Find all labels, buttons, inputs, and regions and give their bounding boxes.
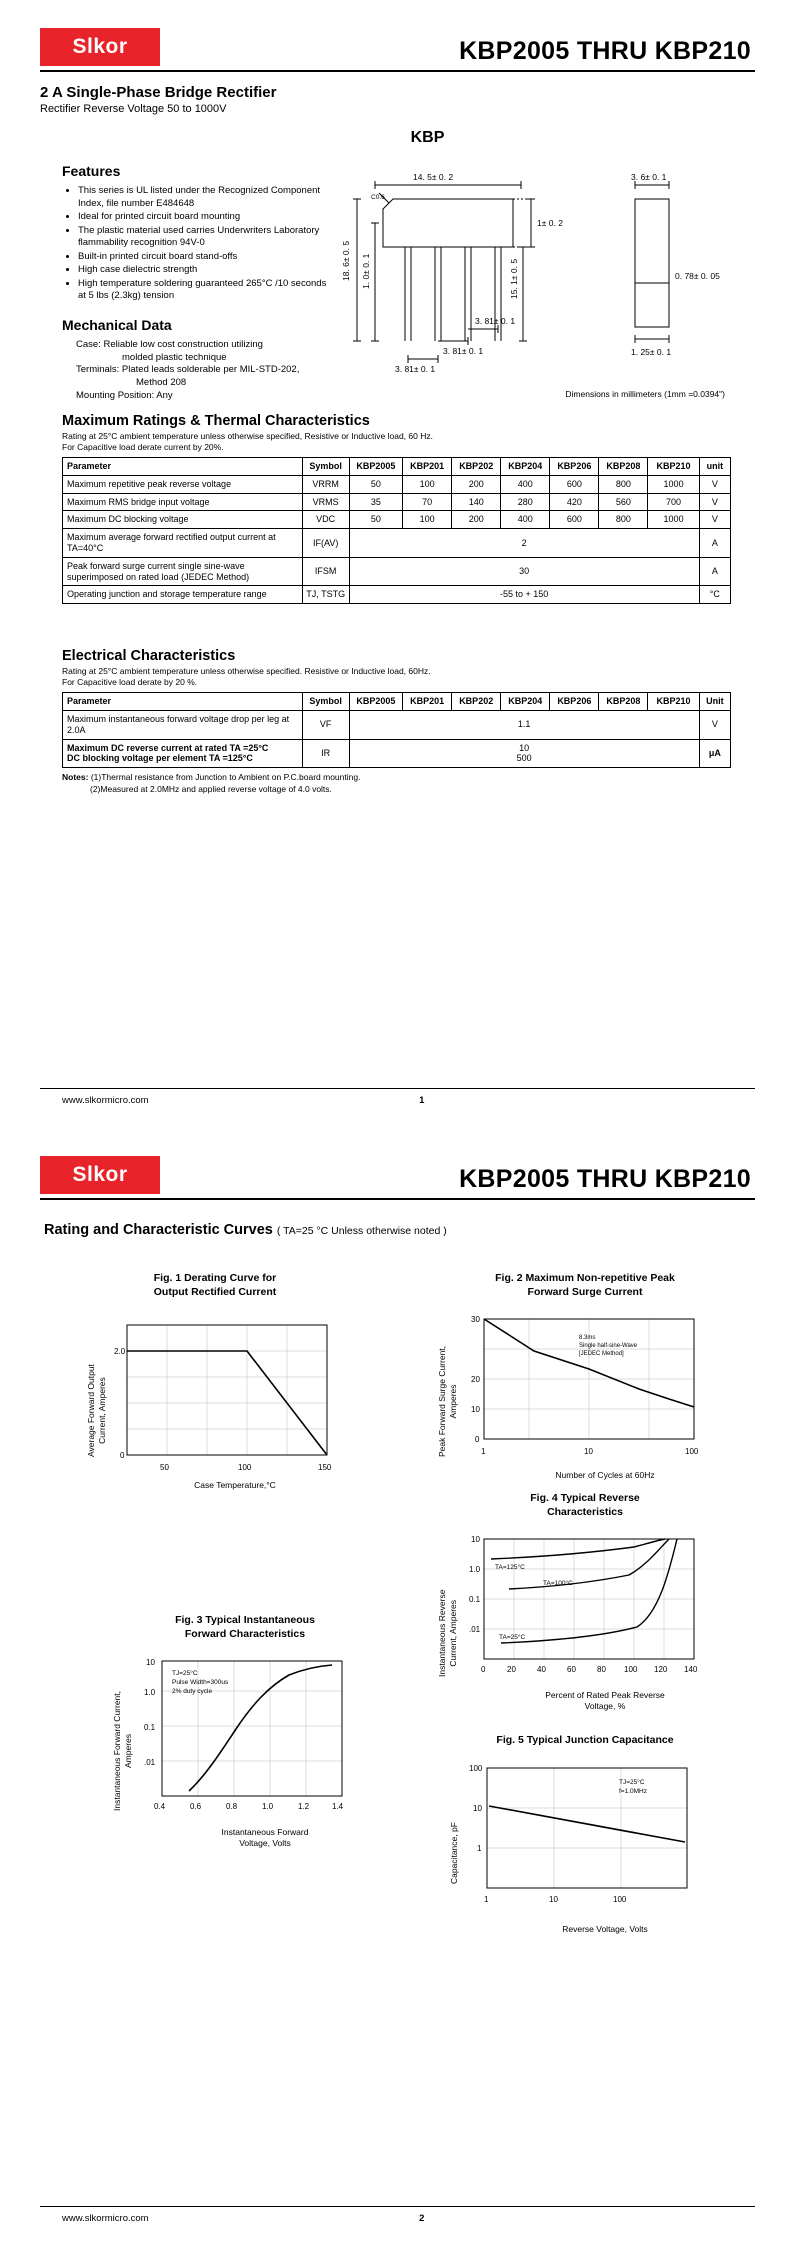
cell-value: 600 [550,511,599,529]
row-symbol: VDC [302,511,349,529]
dim-pitch1: 3. 81± 0. 1 [395,364,436,374]
row-symbol: VRMS [302,493,349,511]
cell-value-line2: 500 [516,753,532,764]
electrical-heading: Electrical Characteristics [62,648,236,665]
row-parameter: Maximum RMS bridge input voltage [63,493,303,511]
xtick: 50 [160,1463,169,1473]
svg-text:2% duty cycle: 2% duty cycle [172,1688,213,1696]
cell-value-span: 1.1 [349,711,699,740]
col-unit: unit [699,457,730,475]
document-header-2 [40,1128,755,1194]
col-kbp201: KBP201 [403,693,452,711]
chart-title: Fig. 4 Typical Reverse Characteristics [530,1492,640,1518]
row-parameter [63,739,303,768]
col-kbp210: KBP210 [648,457,699,475]
chart-fig3 [110,1614,380,1849]
page-number: 1 [419,1095,425,1106]
col-kbp210: KBP210 [648,693,699,711]
xtick: 0.8 [226,1802,238,1812]
dim-lead-width: 1. 25± 0. 1 [631,347,672,357]
col-kbp202: KBP202 [452,693,501,711]
cell-value: 700 [648,493,699,511]
col-parameter: Parameter [63,457,303,475]
svg-text:Single half-sine-Wave: Single half-sine-Wave [579,1343,638,1350]
cell-value: 50 [349,511,403,529]
max-ratings-heading: Maximum Ratings & Thermal Characteristics [62,412,370,429]
col-kbp204: KBP204 [501,457,550,475]
xtick: 100 [613,1894,627,1904]
col-parameter: Parameter [63,693,303,711]
row-unit: V [699,711,730,740]
dim-inner-height: 1. 0± 0. 1 [361,253,371,289]
chart-series-labels [495,1563,573,1641]
row-parameter: Peak forward surge current single sine-wave superimposed on rated load (JEDEC Method) [63,557,303,586]
chart-ylabel: Average Forward Output Current, Amperes [86,1364,107,1458]
header-divider [40,70,755,72]
cell-value: 600 [550,475,599,493]
product-subtitle [40,84,755,101]
chart-plot [144,1649,384,1824]
cell-value: 560 [599,493,648,511]
features-heading: Features [62,163,121,179]
table-row [63,711,731,740]
xtick: 1.4 [332,1802,344,1812]
row-unit: A [699,529,730,558]
dim-left-height: 18. 6± 0. 5 [341,240,351,281]
table-notes [62,772,731,795]
dim-lead-thickness: 0. 78± 0. 05 [675,271,720,281]
xtick: 120 [654,1665,668,1675]
cell-value: 35 [349,493,403,511]
dim-top-width: 14. 5± 0. 2 [413,172,454,182]
ytick: .01 [469,1625,481,1635]
chart-ylabel: Instantaneous Forward Current, Amperes [112,1691,133,1812]
page-2 [0,1128,795,2246]
cell-value: 100 [403,511,452,529]
svg-text:TA=100°C: TA=100°C [543,1580,573,1588]
note-1: (1)Thermal resistance from Junction to Ambient on P.C.board mounting. [90,772,361,783]
row-symbol: IFSM [302,557,349,586]
dim-chamfer: C0.6 [371,194,385,201]
chart-title: Fig. 1 Derating Curve for Output Rectified Current [153,1272,277,1298]
xtick: 100 [238,1463,252,1473]
list-item: • The plastic material used carries Underwriters Laboratory flammability recognition 94V-0 [78,225,335,250]
cell-value: 100 [403,475,452,493]
cell-value-span [349,739,699,768]
xtick: 0.6 [190,1802,202,1812]
table-row [63,739,731,768]
svg-text:TA=25°C: TA=25°C [499,1634,526,1642]
chart-title: Fig. 3 Typical Instantaneous Forward Characteristics [175,1614,315,1640]
chart-plot [469,1307,729,1467]
product-voltage-range: Rectifier Reverse Voltage 50 to 1000V [40,103,227,115]
chart-title: Fig. 5 Typical Junction Capacitance [496,1734,674,1746]
svg-text:TA=125°C: TA=125°C [495,1564,525,1572]
dim-thickness: 1± 0. 2 [537,218,563,228]
dimensions-note: Dimensions in millimeters (1mm =0.0394") [565,389,725,399]
col-kbp206: KBP206 [550,457,599,475]
svg-text:TJ=25°C: TJ=25°C [619,1778,645,1786]
electrical-section [40,648,755,795]
row-unit: V [699,493,730,511]
page-number: 2 [419,2213,425,2224]
ytick: 0 [120,1451,125,1461]
ytick: 1.0 [144,1688,156,1698]
document-header [40,0,755,66]
cell-value: 800 [599,511,648,529]
electrical-note1: Rating at 25°C ambient temperature unless otherwise specified. Resistive or Inductive load, 60Hz. [62,666,431,677]
col-kbp202: KBP202 [452,457,501,475]
electrical-note2: For Capacitive load derate by 20 %. [62,677,198,688]
note-2: (2)Measured at 2.0MHz and applied reverse voltage of 4.0 volts. [90,783,332,794]
dim-side-width: 3. 6± 0. 1 [631,172,667,182]
ytick: 10 [471,1535,480,1545]
xtick: 100 [685,1447,699,1457]
table-row [63,511,731,529]
cell-value: 420 [550,493,599,511]
xtick: 150 [318,1463,332,1473]
row-unit: V [699,511,730,529]
ytick: 1.0 [469,1565,481,1575]
package-label: KBP [410,129,445,146]
slkor-logo [40,28,160,66]
charts-grid [40,1264,755,2054]
svg-text:f=1.0MHz: f=1.0MHz [619,1787,647,1795]
chart-ylabel: Peak Forward Surge Current, Amperes [437,1346,458,1458]
chart-plot [112,1307,362,1477]
page-title: KBP2005 THRU KBP210 [459,37,751,65]
row-unit: A [699,557,730,586]
xtick: 60 [567,1665,576,1675]
chart-xlabel: Instantaneous Forward Voltage, Volts [221,1827,309,1848]
ytick: 1 [477,1843,482,1853]
footer-url[interactable]: www.slkormicro.com [62,1095,149,1106]
max-ratings-note1: Rating at 25°C ambient temperature unless otherwise specified, Resistive or Inductive load, 60 Hz. [62,430,433,441]
curves-heading-text: Rating and Characteristic Curves [44,1222,273,1238]
logo-text: Slkor [72,1163,128,1186]
row-parameter: Maximum repetitive peak reverse voltage [63,475,303,493]
features-list [62,185,335,303]
xtick: 100 [624,1665,638,1675]
cell-value: 140 [452,493,501,511]
page-footer [40,2206,755,2224]
cell-value: 70 [403,493,452,511]
slkor-logo [40,1156,160,1194]
xtick: 1 [484,1894,489,1904]
dim-lead-length: 15. 1± 0. 5 [509,258,519,299]
xtick: 40 [537,1665,546,1675]
chart-xlabel: Reverse Voltage, Volts [562,1923,648,1934]
cell-value-span: 30 [349,557,699,586]
ytick: 0 [475,1435,480,1445]
list-item: • Built-in printed circuit board stand-offs [78,251,335,264]
max-ratings-section [40,413,755,604]
header-divider [40,1198,755,1200]
svg-text:[JEDEC Method]: [JEDEC Method] [579,1351,624,1358]
chart-fig1 [80,1272,350,1491]
xtick: 10 [584,1447,593,1457]
mech-line: Terminals: Plated leads solderable per MIL-STD-202, [76,364,300,376]
cell-value: 400 [501,511,550,529]
cell-value: 800 [599,475,648,493]
chart-xlabel: Number of Cycles at 60Hz [555,1470,655,1481]
curves-heading-sub: ( TA=25 °C Unless otherwise noted ) [276,1225,447,1237]
chart-ylabel: Instantaneous Reverse Current, Amperes [437,1589,458,1678]
dim-pitch2: 3. 81± 0. 1 [443,346,484,356]
ytick: 100 [469,1763,483,1773]
table-header-row [63,693,731,711]
xtick: 140 [684,1665,698,1675]
row-parameter: Operating junction and storage temperature range [63,586,303,604]
row-unit: °C [699,586,730,604]
mech-line: molded plastic technique [122,351,227,363]
cell-value: 1000 [648,475,699,493]
max-ratings-note2: For Capacitive load derate current by 20%. [62,441,224,452]
row-parameter: Maximum instantaneous forward voltage drop per leg at 2.0A [63,711,303,740]
row-symbol: IR [302,739,349,768]
row-parameter: Maximum DC blocking voltage [63,511,303,529]
col-symbol: Symbol [302,457,349,475]
chart-annotation [619,1778,647,1795]
mech-line: Mounting Position: Any [76,390,173,402]
dim-pitch3: 3. 81± 0. 1 [475,316,516,326]
cell-value-line1: 10 [519,742,530,753]
col-kbp208: KBP208 [599,693,648,711]
row-parameter-line1: Maximum DC reverse current at rated TA =25°C [67,742,269,753]
notes-label: Notes: [62,772,89,783]
xtick: 1.0 [262,1802,274,1812]
col-kbp2005: KBP2005 [349,693,403,711]
ytick: 10 [471,1405,480,1415]
xtick: 80 [597,1665,606,1675]
col-kbp204: KBP204 [501,693,550,711]
cell-value: 200 [452,475,501,493]
row-parameter-line2: DC blocking voltage per element TA =125°C [67,753,253,764]
col-kbp2005: KBP2005 [349,457,403,475]
table-row [63,529,731,558]
list-item: • High temperature soldering guaranteed 265°C /10 seconds at 5 lbs (2.3kg) tension [78,278,335,303]
col-unit: Unit [699,693,730,711]
ytick: 0.1 [469,1595,481,1605]
curves-heading [40,1222,755,1238]
col-kbp201: KBP201 [403,457,452,475]
row-unit: V [699,475,730,493]
row-symbol: IF(AV) [302,529,349,558]
package-drawing [335,163,755,383]
chart-xlabel: Percent of Rated Peak Reverse Voltage, % [545,1690,665,1711]
table-row [63,586,731,604]
xtick: 1 [481,1447,486,1457]
ytick: 2.0 [114,1347,126,1357]
logo-text: Slkor [72,35,128,58]
cell-value-span: -55 to + 150 [349,586,699,604]
list-item: • High case dielectric strength [78,264,335,277]
chart-ylabel: Capacitance, pF [449,1821,459,1884]
row-symbol: VRRM [302,475,349,493]
chart-plot [469,1527,729,1687]
svg-text:TJ=25°C: TJ=25°C [172,1670,198,1678]
mech-line: Method 208 [136,377,187,389]
row-symbol: TJ, TSTG [302,586,349,604]
list-item: • This series is UL listed under the Recognized Component Index, file number E484648 [78,185,335,210]
table-row [63,557,731,586]
row-parameter: Maximum average forward rectified output current at TA=40°C [63,529,303,558]
page-title: KBP2005 THRU KBP210 [459,1165,751,1193]
mech-line: Case: Reliable low cost construction utilizing [76,338,263,350]
cell-value: 400 [501,475,550,493]
xtick: 0.4 [154,1802,166,1812]
product-subtitle-text: 2 A Single-Phase Bridge Rectifier [40,84,277,101]
table-row [63,475,731,493]
ytick: 10 [146,1658,155,1668]
xtick: 20 [507,1665,516,1675]
chart-title: Fig. 2 Maximum Non-repetitive Peak Forward Surge Current [495,1272,675,1298]
package-outline-svg [335,163,755,378]
max-ratings-table [62,457,731,604]
chart-plot [469,1756,729,1921]
xtick: 1.2 [298,1802,310,1812]
ytick: .01 [144,1758,156,1768]
mechanical-body [62,339,335,403]
ytick: 30 [471,1315,480,1325]
cell-value-span: 2 [349,529,699,558]
col-kbp208: KBP208 [599,457,648,475]
chart-annotation [579,1335,638,1357]
row-symbol: VF [302,711,349,740]
xtick: 10 [549,1894,558,1904]
page-footer [40,1088,755,1106]
ytick: 10 [473,1803,482,1813]
col-kbp206: KBP206 [550,693,599,711]
cell-value: 50 [349,475,403,493]
footer-url[interactable]: www.slkormicro.com [62,2213,149,2224]
ytick: 0.1 [144,1723,156,1733]
col-symbol: Symbol [302,693,349,711]
electrical-table [62,692,731,768]
table-header-row [63,457,731,475]
chart-fig2 [435,1272,735,1481]
ytick: 20 [471,1375,480,1385]
list-item: • Ideal for printed circuit board mounting [78,211,335,224]
xtick: 0 [481,1665,486,1675]
mechanical-heading: Mechanical Data [62,316,172,333]
row-unit: μA [699,739,730,768]
chart-fig5 [435,1734,735,1934]
svg-text:Pulse Width=300us: Pulse Width=300us [172,1679,229,1687]
chart-fig4 [435,1492,735,1712]
cell-value: 1000 [648,511,699,529]
cell-value: 200 [452,511,501,529]
table-row [63,493,731,511]
chart-xlabel: Case Temperature,°C [194,1480,276,1491]
svg-text:8.3ms: 8.3ms [579,1335,596,1342]
cell-value: 280 [501,493,550,511]
